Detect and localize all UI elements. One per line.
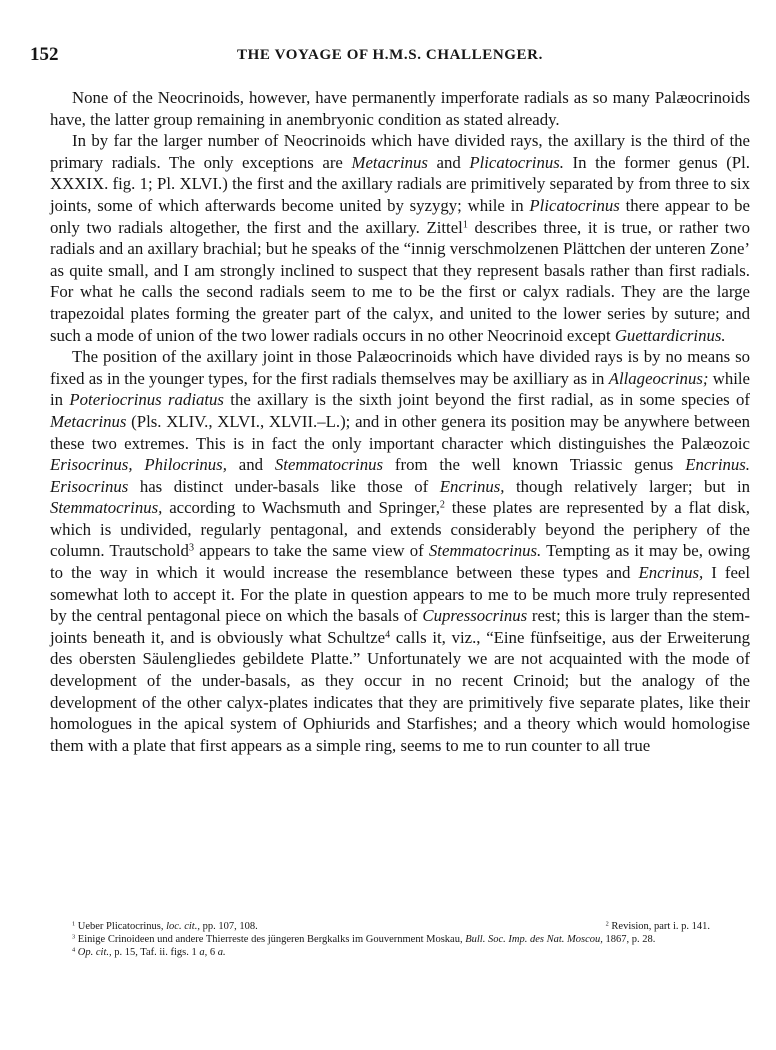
body-text (50, 87, 750, 756)
text-run (133, 455, 145, 474)
page-header (30, 44, 750, 68)
text-run: Einige Crinoideen und andere Thierreste des jüngeren Bergkalks im Gouvernment Moskau, (75, 934, 466, 945)
text-run: (Pls. XLIV., XLVI., XLVII.–L.); and in other genera its position may be anywhere between these two extremes. This is in fact the only important character which distinguishes the Palæozoic (50, 411, 750, 453)
text-run: and (427, 152, 470, 172)
footnote-ref: 2 (439, 499, 445, 511)
text-run: Ueber Plicatocrinus, (75, 921, 167, 932)
italic-text: a, (199, 947, 208, 958)
text-run: from the well known Triassic genus (383, 455, 686, 475)
italic-text: loc. cit., (166, 921, 200, 932)
text-run: while in (50, 368, 751, 410)
italic-text: Stemmatocrinus. (428, 541, 542, 561)
footnote-ref: 3 (72, 933, 76, 941)
text-run: and (226, 455, 275, 475)
page-number: 152 (30, 44, 59, 65)
italic-text: Guettardicrinus. (614, 325, 726, 345)
text-run: calls it, viz., “Eine fünfseitige, aus der Erweiterung des obersten Säulengliedes gebildete Platte.” Unfortunately we are not acquainted with the mode of development of the under-basals, as they occur in no recent Crinoid; but the analogy of the development of the other calyx-plates indicates that they are primitively five separate plates, like their homologues in the apical system of Ophiurids and Starfishes; and a theory which would homologise them with a plate that first appears as a simple ring, seems to me to run counter to all true (50, 627, 750, 755)
italic-text: Poteriocrinus radiatus (69, 390, 224, 410)
text-run: there appear to be only two radials altogether, the first and the axillary. Zittel (50, 195, 750, 237)
footnote-row (50, 920, 750, 933)
text-run: though relatively larger; but in (504, 476, 750, 496)
footnotes (50, 920, 750, 959)
italic-text: Op. cit., (77, 947, 112, 958)
text-run: rest; this is larger than the stem-joints beneath it, and is obviously what Schultze (50, 606, 750, 647)
text-run: 6 (207, 947, 218, 958)
text-run: I feel somewhat loth to accept it. For the plate in question appears to me to be much more truly represented by the central pentagonal piece on which the basals of (50, 563, 750, 626)
text-run: according to Wachsmuth and Springer, (162, 498, 440, 518)
italic-text: Philocrinus, (144, 455, 227, 475)
text-run: describes three, it is true, or rather two radials and an axillary brachial; but he speaks of the “innig verschmolzenen Plättchen der unteren Zone’ as quite small, and I am strongly inclined to suspect that they represent basals rather than first radials. For what he calls the second radials seem to me to be the first or calyx radials. They are the large trapezoidal plates forming the greater part of the calyx, and united to the lower series by suture; and such a mode of union of the two lower radials occurs in no other Neocrinoid except (50, 217, 750, 345)
italic-text: Erisocrinus, (50, 455, 133, 475)
footnote-ref: 1 (72, 920, 76, 928)
footnote-3 (50, 933, 750, 946)
italic-text: Metacrinus (50, 411, 127, 431)
running-title: THE VOYAGE OF H.M.S. CHALLENGER. (237, 47, 543, 63)
italic-text: Metacrinus (351, 152, 428, 172)
text-run: None of the Neocrinoids, however, have permanently imperforate radials as so many Palæocrinoids have, the latter group remaining in anembryonic condition as stated already. (50, 88, 750, 129)
text-run: Tempting as it may be, owing to the way in which it would increase the resemblance between these types and (50, 541, 750, 583)
italic-text: Allageocrinus; (608, 368, 709, 388)
paragraph-3 (50, 346, 750, 756)
footnote-1 (50, 920, 258, 933)
italic-text: Encrinus, (638, 563, 704, 583)
italic-text: Encrinus, (439, 476, 505, 496)
footnote-ref: 4 (385, 629, 391, 641)
paragraph-1 (50, 87, 750, 130)
italic-text: Plicatocrinus (529, 195, 620, 215)
footnote-ref: 1 (462, 219, 468, 231)
italic-text: Bull. Soc. Imp. des Nat. Moscou, (465, 934, 603, 945)
text-run: appears to take the same view of (193, 541, 429, 561)
italic-text: Cupressocrinus (422, 606, 528, 626)
text-run: pp. 107, 108. (199, 921, 258, 932)
italic-text: a. (217, 947, 226, 958)
text-run: the axillary is the sixth joint beyond the first radial, as in some species of (223, 390, 751, 410)
footnote-ref: 2 (605, 920, 609, 928)
paragraph-2 (50, 130, 750, 346)
text-run: 1867, p. 28. (602, 934, 656, 945)
footnote-ref: 4 (72, 946, 76, 954)
italic-text: Stemmatocrinus, (50, 498, 163, 518)
italic-text: Erisocrinus (50, 476, 129, 496)
italic-text: Stemmatocrinus (274, 455, 384, 475)
text-run: has distinct under-basals like those of (128, 476, 440, 496)
text-run: In the former genus (Pl. XXXIX. fig. 1; Pl. XLVI.) the first and the axillary radials are primitively separated by from three to six joints, some of which afterwards become united by syzygy; while in (50, 152, 751, 215)
footnote-2 (584, 920, 750, 933)
text-run: Revision, part i. p. 141. (608, 921, 710, 932)
text-run: p. 15, Taf. ii. figs. 1 (111, 947, 200, 958)
text-run: The position of the axillary joint in those Palæocrinoids which have divided rays is by no means so fixed as in the younger types, for the first radials themselves may be axilliary as in (50, 347, 750, 388)
footnote-ref: 3 (188, 542, 194, 554)
italic-text: Encrinus. (685, 455, 750, 475)
text-run: In by far the larger number of Neocrinoids which have divided rays, the axillary is the third of the primary radials. The only exceptions are (50, 131, 750, 172)
footnote-4 (50, 946, 750, 959)
text-run: these plates are represented by a flat disk, which is undivided, regularly pentagonal, and extends considerably beyond the periphery of the column. Trautschold (50, 498, 750, 561)
italic-text: Plicatocrinus. (469, 152, 564, 172)
